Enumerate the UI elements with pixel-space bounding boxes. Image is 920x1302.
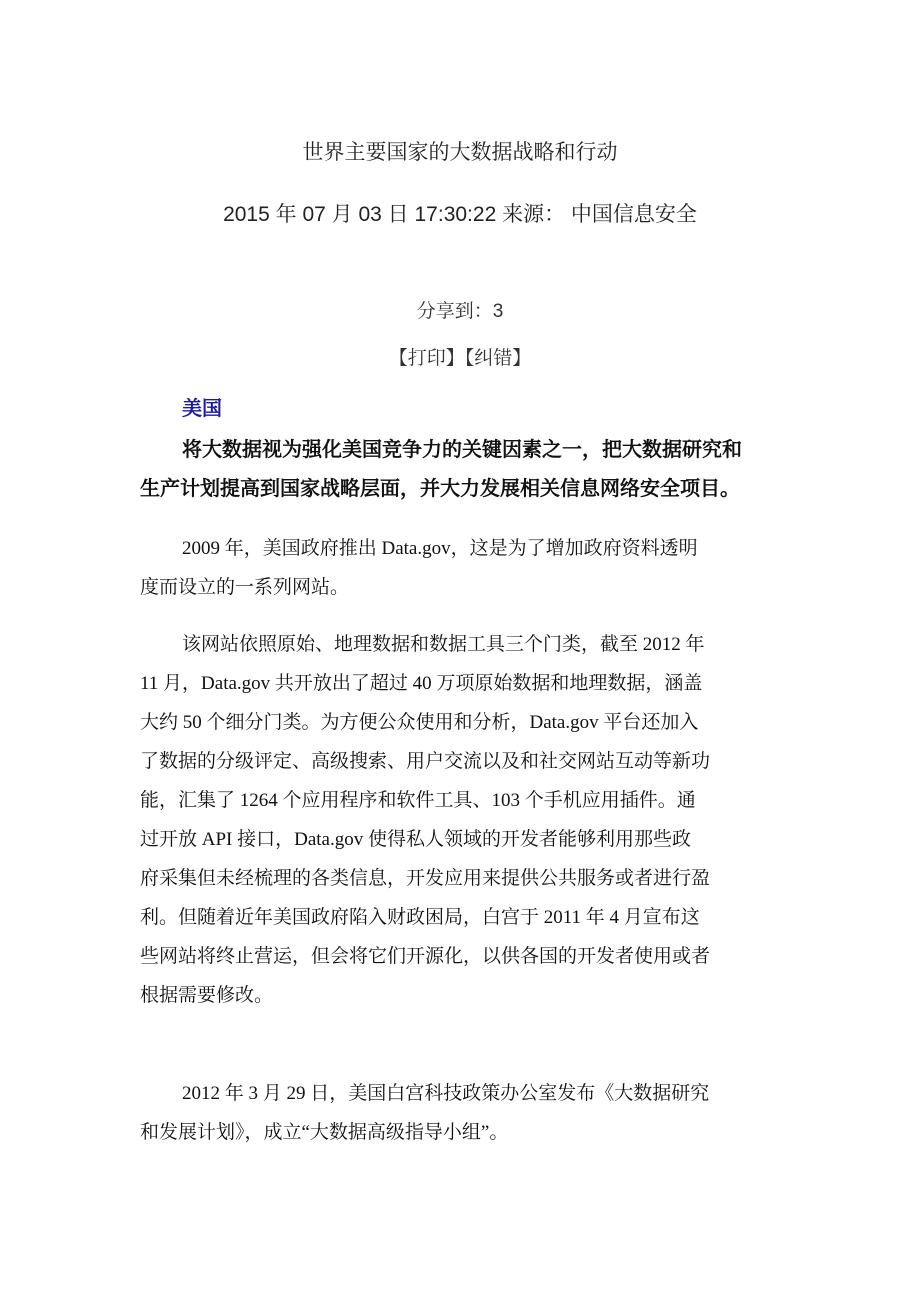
paragraph-line: 府采集但未经梳理的各类信息，开发应用来提供公共服务或者进行盈 [140, 868, 711, 889]
paragraph [140, 1074, 790, 1152]
share-count[interactable]: 分享到：3 [416, 301, 504, 322]
paragraph-line: 11 月，Data.gov 共开放出了超过 40 万项原始数据和地理数据，涵盖 [140, 673, 703, 694]
section-heading: 美国 [182, 398, 222, 420]
paragraph-line: 该网站依照原始、地理数据和数据工具三个门类，截至 2012 年 [182, 634, 705, 655]
paragraph-line: 2012 年 3 月 29 日，美国白宫科技政策办公室发布《大数据研究 [182, 1083, 710, 1104]
lead-line: 生产计划提高到国家战略层面，并大力发展相关信息网络安全项目。 [140, 478, 740, 500]
lead-paragraph [140, 431, 790, 509]
paragraph-line: 了数据的分级评定、高级搜索、用户交流以及和社交网站互动等新功 [140, 751, 711, 772]
paragraph-line: 根据需要修改。 [140, 985, 274, 1006]
paragraph-line: 大约 50 个细分门类。为方便公众使用和分析，Data.gov 平台还加入 [140, 712, 699, 733]
paragraph-line: 能，汇集了 1264 个应用程序和软件工具、103 个手机应用插件。通 [140, 790, 696, 811]
article-actions [0, 343, 920, 370]
paragraph-line: 利。但随着近年美国政府陷入财政困局，白宫于 2011 年 4 月宣布这 [140, 907, 700, 928]
paragraph [140, 625, 790, 1015]
lead-line: 将大数据视为强化美国竞争力的关键因素之一，把大数据研究和 [182, 439, 742, 461]
correct-link[interactable]: 【纠错】 [464, 348, 532, 369]
article-meta: 2015 年 07 月 03 日 17:30:22 来源： 中国信息安全 [223, 203, 697, 226]
paragraph-line: 度而设立的一系列网站。 [140, 577, 350, 598]
article-title: 世界主要国家的大数据战略和行动 [302, 141, 618, 164]
paragraph-line: 些网站将终止营运，但会将它们开源化，以供各国的开发者使用或者 [140, 946, 711, 967]
paragraph-line: 2009 年，美国政府推出 Data.gov，这是为了增加政府资料透明 [182, 538, 698, 559]
paragraph [140, 529, 790, 607]
print-link[interactable]: 【打印】 [388, 348, 465, 369]
paragraph-line: 和发展计划》，成立“大数据高级指导小组”。 [140, 1122, 509, 1143]
paragraph-line: 过开放 API 接口，Data.gov 使得私人领域的开发者能够利用那些政 [140, 829, 691, 850]
